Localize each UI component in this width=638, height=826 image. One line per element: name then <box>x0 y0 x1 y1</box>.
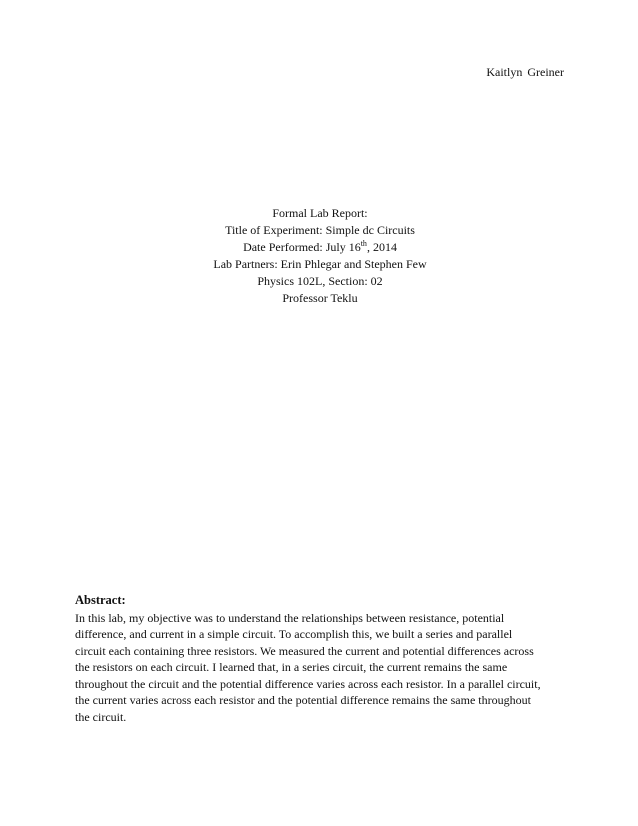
author-name: Kaitlyn Greiner <box>486 65 564 79</box>
professor-name: Professor Teklu <box>282 291 358 305</box>
abstract-line: circuit each containing three resistors. We measured the current and potential differences across <box>75 643 534 658</box>
abstract-line: difference, and current in a simple circuit. To accomplish this, we built a series and parallel <box>75 627 513 641</box>
report-type: Formal Lab Report: <box>272 206 368 220</box>
abstract-body <box>75 610 575 726</box>
experiment-title: Title of Experiment: Simple dc Circuits <box>225 223 415 237</box>
date-ordinal-suffix: th <box>360 239 367 248</box>
abstract-line: the current varies across each resistor and the potential difference remains the same throughout <box>75 693 531 707</box>
title-block <box>120 205 520 307</box>
abstract-line: the circuit. <box>75 709 127 724</box>
date-year: , 2014 <box>366 240 397 254</box>
abstract-heading: Abstract: <box>75 593 126 607</box>
date-performed <box>120 239 520 256</box>
lab-partners: Lab Partners: Erin Phlegar and Stephen Few <box>213 257 427 271</box>
abstract-line: the resistors on each circuit. I learned that, in a series circuit, the current remains the same <box>75 660 508 674</box>
abstract-line: In this lab, my objective was to understand the relationships between resistance, potential <box>75 610 505 625</box>
abstract-line: throughout the circuit and the potential difference varies across each resistor. In a parallel circuit, <box>75 676 541 691</box>
date-text: Date Performed: July 16 <box>243 240 361 254</box>
abstract-section <box>75 592 575 725</box>
course-section: Physics 102L, Section: 02 <box>257 274 383 288</box>
